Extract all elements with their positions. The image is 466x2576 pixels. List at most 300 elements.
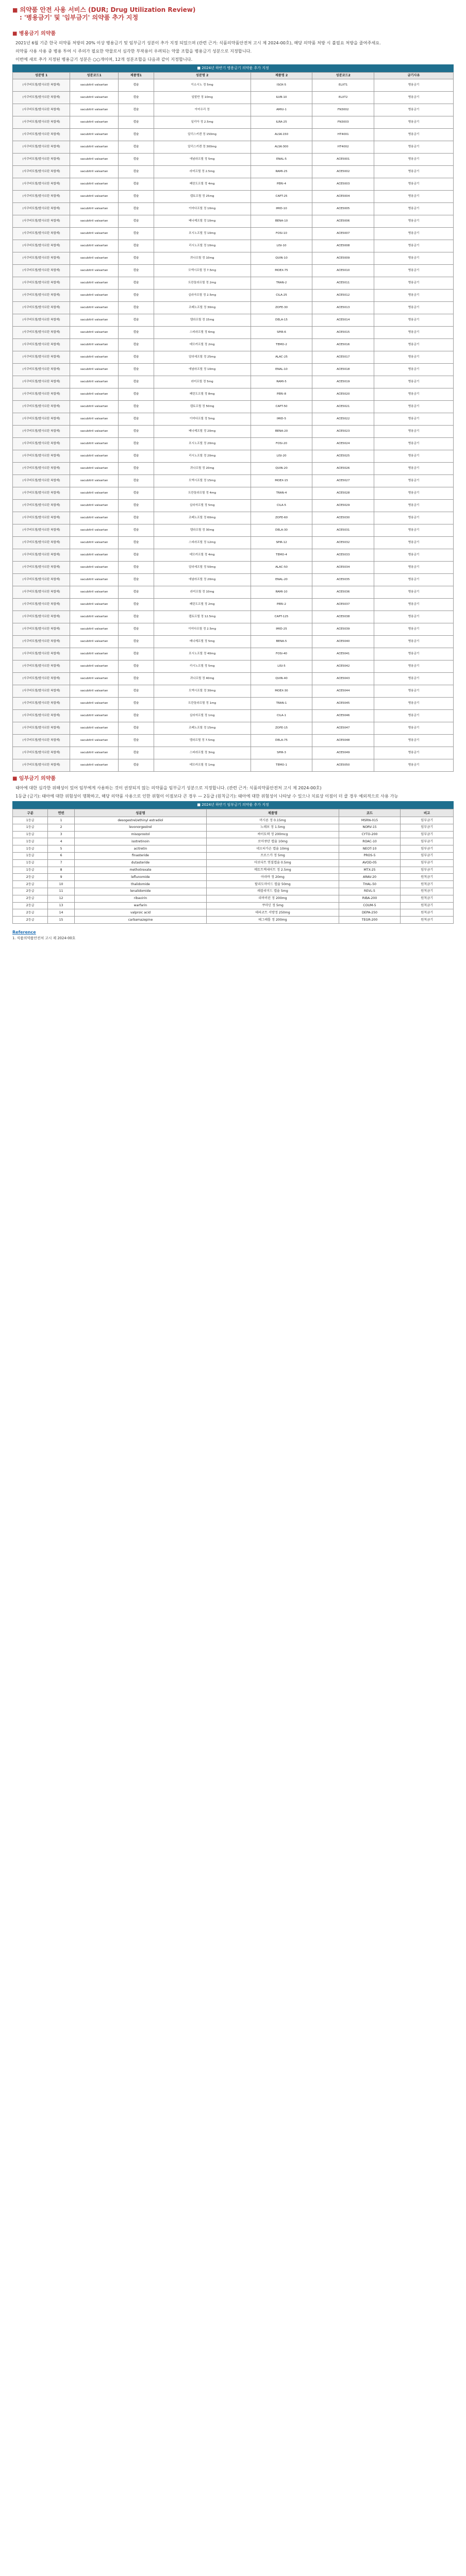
- table-cell: sacubitril valsartan: [70, 129, 119, 141]
- table-cell: ACE5036: [312, 586, 374, 599]
- table-row: [13, 867, 454, 874]
- table-cell: 캡슐: [119, 450, 154, 463]
- table-cell: ACE5044: [312, 685, 374, 698]
- table-cell: ACE5038: [312, 611, 374, 623]
- table-cell: 병용금기: [374, 104, 454, 116]
- table-row: [13, 302, 454, 314]
- table-cell: ALAC-25: [251, 351, 312, 364]
- table-cell: sacubitril valsartan: [70, 438, 119, 450]
- table-cell: 캡슐: [119, 549, 154, 562]
- table-cell: 임부금기: [401, 867, 454, 874]
- table-cell: TEMO-4: [251, 549, 312, 562]
- table-cell: 캡슐: [119, 487, 154, 500]
- table-cell: (사쿠비트릴/발사르탄 복합제): [13, 660, 70, 673]
- table-cell: ACE5018: [312, 364, 374, 376]
- table-cell: 캡슐: [119, 623, 154, 636]
- table-cell: 원칙금기: [401, 874, 454, 881]
- table-row: [13, 648, 454, 660]
- table-cell: (사쿠비트릴/발사르탄 복합제): [13, 710, 70, 722]
- table-cell: 알라세프릴 정 25mg: [154, 351, 251, 364]
- table-cell: ENAL-10: [251, 364, 312, 376]
- table-cell: sacubitril valsartan: [70, 747, 119, 759]
- table-cell: 포시노프릴 정 40mg: [154, 648, 251, 660]
- table-cell: 병용금기: [374, 215, 454, 228]
- table-cell: CAPT-50: [251, 401, 312, 413]
- table-2-header-cell: 연번: [48, 809, 74, 817]
- table-cell: 테모카프릴 정 2mg: [154, 339, 251, 351]
- table-row: [13, 450, 454, 463]
- table-cell: sacubitril valsartan: [70, 79, 119, 92]
- table-cell: 캡슐: [119, 599, 154, 611]
- table-row: [13, 537, 454, 549]
- table-cell: ACE5017: [312, 351, 374, 364]
- table-cell: 캡슐: [119, 351, 154, 364]
- table-cell: misoprostol: [74, 831, 207, 838]
- table-cell: (사쿠비트릴/발사르탄 복합제): [13, 376, 70, 388]
- table-cell: ACE5035: [312, 574, 374, 586]
- table-cell: HT4001: [312, 129, 374, 141]
- table-cell: 병용금기: [374, 116, 454, 129]
- table-cell: 병용금기: [374, 611, 454, 623]
- table-2-header-cell: 성분명: [74, 809, 207, 817]
- table-cell: 탈리도마이드 캡슐 50mg: [207, 881, 339, 888]
- table-cell: QUIN-10: [251, 252, 312, 265]
- table-cell: sacubitril valsartan: [70, 191, 119, 203]
- table-cell: sacubitril valsartan: [70, 722, 119, 735]
- table-1-header-cell: 제품명1: [119, 73, 154, 79]
- table-row: [13, 710, 454, 722]
- table-cell: 병용금기: [374, 450, 454, 463]
- table-cell: 리시노프릴 정 5mg: [154, 660, 251, 673]
- table-cell: 캡슐: [119, 104, 154, 116]
- table-cell: 캡슐: [119, 673, 154, 685]
- table-cell: DELA-75: [251, 735, 312, 747]
- table-cell: sacubitril valsartan: [70, 710, 119, 722]
- table-cell: (사쿠비트릴/발사르탄 복합제): [13, 339, 70, 351]
- table-row: [13, 154, 454, 166]
- table-cell: 캡슐: [119, 586, 154, 599]
- table-cell: 1등급: [13, 845, 48, 853]
- table-cell: 병용금기: [374, 302, 454, 314]
- table-cell: ACE5023: [312, 426, 374, 438]
- table-row: [13, 426, 454, 438]
- table-cell: (사쿠비트릴/발사르탄 복합제): [13, 623, 70, 636]
- table-row: [13, 722, 454, 735]
- table-cell: ACE5011: [312, 277, 374, 290]
- table-cell: 캡토프릴 정 25mg: [154, 191, 251, 203]
- table-row: [13, 327, 454, 339]
- table-cell: CAPT-125: [251, 611, 312, 623]
- table-cell: 병용금기: [374, 747, 454, 759]
- table-row: [13, 574, 454, 586]
- table-row: [13, 487, 454, 500]
- table-cell: sacubitril valsartan: [70, 698, 119, 710]
- table-cell: ACE5048: [312, 735, 374, 747]
- table-cell: 병용금기: [374, 537, 454, 549]
- table-cell: RIBA-200: [339, 895, 401, 902]
- table-cell: ACE5021: [312, 401, 374, 413]
- table-cell: 9: [48, 874, 74, 881]
- table-cell: sacubitril valsartan: [70, 450, 119, 463]
- table-cell: ACE5022: [312, 413, 374, 426]
- table-cell: ACE5016: [312, 339, 374, 351]
- table-row: [13, 438, 454, 450]
- table-cell: 테모카프릴 정 1mg: [154, 759, 251, 772]
- table-cell: 캡슐: [119, 648, 154, 660]
- table-cell: 캡슐: [119, 277, 154, 290]
- table-cell: 캡슐: [119, 302, 154, 314]
- section-2-paragraph-2: 1등급 (금기): 태아에 대한 위험성이 명확하고, 해당 의약품 사용으로 인한 위험이 이점보다 큰 경우 — 2등급 (원칙금기): 태아에 대한 위험성이 나타날 수 있으나 치료상 이점이 더 클 경우 예외적으로 사용 가능: [15, 793, 398, 799]
- table-cell: 에날라프릴 정 10mg: [154, 364, 251, 376]
- table-cell: ACE5029: [312, 500, 374, 512]
- table-cell: 포시노프릴 정 10mg: [154, 228, 251, 240]
- table-cell: sacubitril valsartan: [70, 302, 119, 314]
- table-cell: 1등급: [13, 817, 48, 824]
- table-cell: LISI-20: [251, 450, 312, 463]
- table-cell: 병용금기: [374, 79, 454, 92]
- table-cell: sacubitril valsartan: [70, 660, 119, 673]
- table-cell: 캡슐: [119, 252, 154, 265]
- table-cell: 트란돌라프릴 정 1mg: [154, 698, 251, 710]
- table-row: [13, 895, 454, 902]
- table-row: [13, 388, 454, 401]
- table-cell: 캡슐: [119, 413, 154, 426]
- table-row: [13, 104, 454, 116]
- reference-block: [12, 930, 454, 940]
- table-cell: ISOX-5: [251, 79, 312, 92]
- table-cell: 11: [48, 888, 74, 895]
- table-cell: ACE5012: [312, 290, 374, 302]
- table-row: [13, 917, 454, 924]
- table-cell: sacubitril valsartan: [70, 166, 119, 178]
- table-cell: CILA-1: [251, 710, 312, 722]
- table-cell: 아미우리 정: [154, 104, 251, 116]
- table-cell: 로아큐탄 캡슐 10mg: [207, 838, 339, 845]
- table-cell: HT4002: [312, 141, 374, 154]
- table-cell: 캡슐: [119, 240, 154, 252]
- table-cell: 알리스키렌 정 150mg: [154, 129, 251, 141]
- table-cell: 병용금기: [374, 512, 454, 524]
- table-cell: 캡슐: [119, 364, 154, 376]
- table-cell: ACE5045: [312, 698, 374, 710]
- table-cell: 14: [48, 909, 74, 917]
- table-cell: ELXT2: [312, 92, 374, 104]
- table-row: [13, 512, 454, 524]
- table-cell: ACE5010: [312, 265, 374, 277]
- table-cell: sacubitril valsartan: [70, 500, 119, 512]
- table-cell: 병용금기: [374, 722, 454, 735]
- page-title: 의약품 안전 사용 서비스 (DUR; Drug Utilization Review): [20, 6, 196, 13]
- table-cell: sacubitril valsartan: [70, 673, 119, 685]
- table-cell: (사쿠비트릴/발사르탄 복합제): [13, 265, 70, 277]
- table-cell: 1등급: [13, 831, 48, 838]
- table-cell: 에날라프릴 정 5mg: [154, 154, 251, 166]
- table-row: [13, 852, 454, 859]
- table-cell: 리시노프릴 정 10mg: [154, 240, 251, 252]
- table-cell: 캡슐: [119, 698, 154, 710]
- table-cell: sacubitril valsartan: [70, 178, 119, 191]
- table-cell: sacubitril valsartan: [70, 463, 119, 475]
- table-cell: 에날라프릴 정 20mg: [154, 574, 251, 586]
- table-cell: 라미프릴 정 2.5mg: [154, 166, 251, 178]
- table-row: [13, 240, 454, 252]
- table-cell: MTX-25: [339, 867, 401, 874]
- page-subtitle: : '병용금기' 및 '임부금기' 의약품 추가 지정: [20, 14, 139, 21]
- table-cell: ACE5025: [312, 450, 374, 463]
- table-cell: 실라자프릴 정 1mg: [154, 710, 251, 722]
- table-cell: PERI-8: [251, 388, 312, 401]
- table-2-header-cell: 제품명: [207, 809, 339, 817]
- table-row: [13, 660, 454, 673]
- table-cell: 노레보 정 1.5mg: [207, 824, 339, 831]
- table-cell: (사쿠비트릴/발사르탄 복합제): [13, 450, 70, 463]
- table-row: [13, 203, 454, 215]
- table-cell: 병용금기: [374, 413, 454, 426]
- table-cell: 원칙금기: [401, 917, 454, 924]
- table-cell: 페린도프릴 정 4mg: [154, 178, 251, 191]
- table-cell: ACE5003: [312, 178, 374, 191]
- table-cell: 병용금기: [374, 475, 454, 487]
- table-cell: 모엑시프릴 정 15mg: [154, 475, 251, 487]
- table-cell: 병용금기: [374, 685, 454, 698]
- table-cell: 캡슐: [119, 438, 154, 450]
- table-cell: FN3002: [312, 104, 374, 116]
- table-cell: (사쿠비트릴/발사르탄 복합제): [13, 178, 70, 191]
- table-cell: ACE5033: [312, 549, 374, 562]
- table-row: [13, 277, 454, 290]
- table-row: [13, 909, 454, 917]
- table-cell: 2등급: [13, 895, 48, 902]
- table-cell: sacubitril valsartan: [70, 215, 119, 228]
- table-cell: desogestrel/ethinyl estradiol: [74, 817, 207, 824]
- table-cell: MOEX-15: [251, 475, 312, 487]
- table-cell: 델라프릴 정 7.5mg: [154, 735, 251, 747]
- table-cell: (사쿠비트릴/발사르탄 복합제): [13, 524, 70, 537]
- table-cell: sacubitril valsartan: [70, 388, 119, 401]
- table-cell: sacubitril valsartan: [70, 537, 119, 549]
- table-row: [13, 759, 454, 772]
- table-cell: 병용금기: [374, 463, 454, 475]
- table-cell: sacubitril valsartan: [70, 228, 119, 240]
- table-cell: ACE5037: [312, 599, 374, 611]
- table-cell: 머시론 정 0.15mg: [207, 817, 339, 824]
- table-cell: LISI-10: [251, 240, 312, 252]
- table-cell: 2등급: [13, 888, 48, 895]
- table-cell: sacubitril valsartan: [70, 735, 119, 747]
- page-header: [12, 4, 454, 27]
- table-cell: sacubitril valsartan: [70, 648, 119, 660]
- table-cell: 캡슐: [119, 747, 154, 759]
- table-cell: 병용금기: [374, 438, 454, 450]
- table-cell: sacubitril valsartan: [70, 512, 119, 524]
- table-cell: 알라세프릴 정 50mg: [154, 562, 251, 574]
- table-cell: 병용금기: [374, 660, 454, 673]
- table-cell: 캡슐: [119, 129, 154, 141]
- table-cell: ACE5039: [312, 623, 374, 636]
- table-cell: LISI-5: [251, 660, 312, 673]
- table-cell: MSRN-015: [339, 817, 401, 824]
- table-cell: ACE5007: [312, 228, 374, 240]
- table-cell: 병용금기: [374, 166, 454, 178]
- table-cell: 병용금기: [374, 290, 454, 302]
- table-cell: 네오티가손 캡슐 10mg: [207, 845, 339, 853]
- table-cell: 1: [48, 817, 74, 824]
- table-cell: 병용금기: [374, 623, 454, 636]
- table-cell: (사쿠비트릴/발사르탄 복합제): [13, 166, 70, 178]
- table-cell: sacubitril valsartan: [70, 636, 119, 648]
- table-cell: 2등급: [13, 874, 48, 881]
- table-cell: BENA-5: [251, 636, 312, 648]
- table-cell: REVL-5: [339, 888, 401, 895]
- table-cell: sacubitril valsartan: [70, 141, 119, 154]
- table-cell: ACE5020: [312, 388, 374, 401]
- table-cell: 테그레톨 정 200mg: [207, 917, 339, 924]
- table-cell: (사쿠비트릴/발사르탄 복합제): [13, 648, 70, 660]
- table-cell: 병용금기: [374, 191, 454, 203]
- table-cell: ribavirin: [74, 895, 207, 902]
- table-cell: 캡슐: [119, 512, 154, 524]
- table-cell: 베나제프릴 정 20mg: [154, 426, 251, 438]
- table-cell: 캡슐: [119, 79, 154, 92]
- table-cell: ACE5005: [312, 203, 374, 215]
- table-row: [13, 166, 454, 178]
- table-cell: 병용금기: [374, 265, 454, 277]
- pregnancy-table: [12, 809, 454, 924]
- table-cell: 임부금기: [401, 859, 454, 867]
- section-1-paragraph-1: 2021년 6월 기준 한국 의약품 처방의 20% 이상 병용금기 및 임부금기 성분이 추가 지정 되었으며 (관련 근거: 식품의약품안전처 고시 제 2024-00호), 해당 의약품 처방 시 불필요 처방을 줄여주세요.: [15, 40, 381, 45]
- table-cell: 트란돌라프릴 정 4mg: [154, 487, 251, 500]
- table-row: [13, 636, 454, 648]
- table-cell: IMID-25: [251, 623, 312, 636]
- table-cell: (사쿠비트릴/발사르탄 복합제): [13, 722, 70, 735]
- table-cell: 임부금기: [401, 824, 454, 831]
- table-cell: 캡슐: [119, 327, 154, 339]
- table-row: [13, 831, 454, 838]
- table-cell: 병용금기: [374, 673, 454, 685]
- table-cell: sacubitril valsartan: [70, 327, 119, 339]
- table-cell: THAL-50: [339, 881, 401, 888]
- table-cell: 캡슐: [119, 314, 154, 327]
- table-cell: NORV-15: [339, 824, 401, 831]
- table-row: [13, 845, 454, 853]
- table-cell: 5: [48, 845, 74, 853]
- table-1-header-cell: 성분명 2: [154, 73, 251, 79]
- page: [0, 0, 466, 946]
- table-cell: 라미프릴 정 10mg: [154, 586, 251, 599]
- table-cell: 싸이토텍 정 200mcg: [207, 831, 339, 838]
- table-cell: 캡슐: [119, 524, 154, 537]
- table-cell: 병용금기: [374, 599, 454, 611]
- table-cell: ROAC-10: [339, 838, 401, 845]
- table-cell: sacubitril valsartan: [70, 549, 119, 562]
- table-cell: 캡슐: [119, 290, 154, 302]
- table-cell: 조페노프릴 정 15mg: [154, 722, 251, 735]
- table-cell: 병용금기: [374, 735, 454, 747]
- table-cell: (사쿠비트릴/발사르탄 복합제): [13, 636, 70, 648]
- table-cell: ENAL-20: [251, 574, 312, 586]
- table-cell: ZOFE-60: [251, 512, 312, 524]
- table-cell: 모엑시프릴 정 7.5mg: [154, 265, 251, 277]
- table-cell: (사쿠비트릴/발사르탄 복합제): [13, 314, 70, 327]
- table-1-caption: ■ 2024년 하반기 병용금기 의약품 추가 지정: [12, 64, 454, 72]
- table-cell: 메토트렉세이트 정 2.5mg: [207, 867, 339, 874]
- table-cell: (사쿠비트릴/발사르탄 복합제): [13, 104, 70, 116]
- table-cell: BENA-10: [251, 215, 312, 228]
- reference-title: Reference: [12, 929, 36, 935]
- table-1-header-cell: 제품명 2: [251, 73, 312, 79]
- table-cell: 병용금기: [374, 252, 454, 265]
- table-cell: ACE5024: [312, 438, 374, 450]
- table-cell: 병용금기: [374, 351, 454, 364]
- table-cell: 병용금기: [374, 339, 454, 351]
- table-cell: 8: [48, 867, 74, 874]
- table-row: [13, 265, 454, 277]
- table-row: [13, 817, 454, 824]
- table-1-header-cell: 성분코드2: [312, 73, 374, 79]
- table-cell: 캡슐: [119, 574, 154, 586]
- table-cell: sacubitril valsartan: [70, 413, 119, 426]
- table-2-header-cell: 비고: [401, 809, 454, 817]
- table-cell: SPIR-12: [251, 537, 312, 549]
- table-row: [13, 401, 454, 413]
- table-cell: CAPT-25: [251, 191, 312, 203]
- table-cell: ACE5041: [312, 648, 374, 660]
- page-title-row: [12, 6, 454, 14]
- table-cell: ILRA-25: [251, 116, 312, 129]
- table-cell: (사쿠비트릴/발사르탄 복합제): [13, 549, 70, 562]
- table-cell: (사쿠비트릴/발사르탄 복합제): [13, 698, 70, 710]
- table-cell: 병용금기: [374, 141, 454, 154]
- table-cell: sacubitril valsartan: [70, 586, 119, 599]
- table-cell: 캡슐: [119, 463, 154, 475]
- table-cell: sacubitril valsartan: [70, 314, 119, 327]
- table-cell: 임부금기: [401, 845, 454, 853]
- table-2-caption: ■ 2024년 하반기 임부금기 의약품 추가 지정: [12, 801, 454, 809]
- table-cell: 캡슐: [119, 537, 154, 549]
- table-cell: (사쿠비트릴/발사르탄 복합제): [13, 759, 70, 772]
- table-cell: (사쿠비트릴/발사르탄 복합제): [13, 438, 70, 450]
- table-cell: sacubitril valsartan: [70, 351, 119, 364]
- table-cell: 델라프릴 정 15mg: [154, 314, 251, 327]
- table-cell: ACE5046: [312, 710, 374, 722]
- table-cell: 캡슐: [119, 166, 154, 178]
- table-cell: 이소시노 정 5mg: [154, 79, 251, 92]
- table-cell: ACE5002: [312, 166, 374, 178]
- table-cell: ACE5050: [312, 759, 374, 772]
- table-cell: 캡슐: [119, 215, 154, 228]
- table-cell: methotrexate: [74, 867, 207, 874]
- table-cell: 캡슐: [119, 636, 154, 648]
- table-cell: sacubitril valsartan: [70, 203, 119, 215]
- table-cell: sacubitril valsartan: [70, 574, 119, 586]
- table-cell: 원칙금기: [401, 888, 454, 895]
- table-row: [13, 562, 454, 574]
- table-cell: 페린도프릴 정 8mg: [154, 388, 251, 401]
- table-cell: ZOFE-15: [251, 722, 312, 735]
- table-cell: 병용금기: [374, 178, 454, 191]
- table-1-header-row: [13, 73, 454, 79]
- table-cell: (사쿠비트릴/발사르탄 복합제): [13, 364, 70, 376]
- table-row: [13, 599, 454, 611]
- table-cell: sacubitril valsartan: [70, 426, 119, 438]
- table-cell: 퀴나프릴 정 10mg: [154, 252, 251, 265]
- table-cell: 1등급: [13, 859, 48, 867]
- table-row: [13, 874, 454, 881]
- section-2-title: ■ 임부금기 의약품: [12, 776, 56, 782]
- table-cell: (사쿠비트릴/발사르탄 복합제): [13, 79, 70, 92]
- table-row: [13, 463, 454, 475]
- table-cell: 캡슐: [119, 116, 154, 129]
